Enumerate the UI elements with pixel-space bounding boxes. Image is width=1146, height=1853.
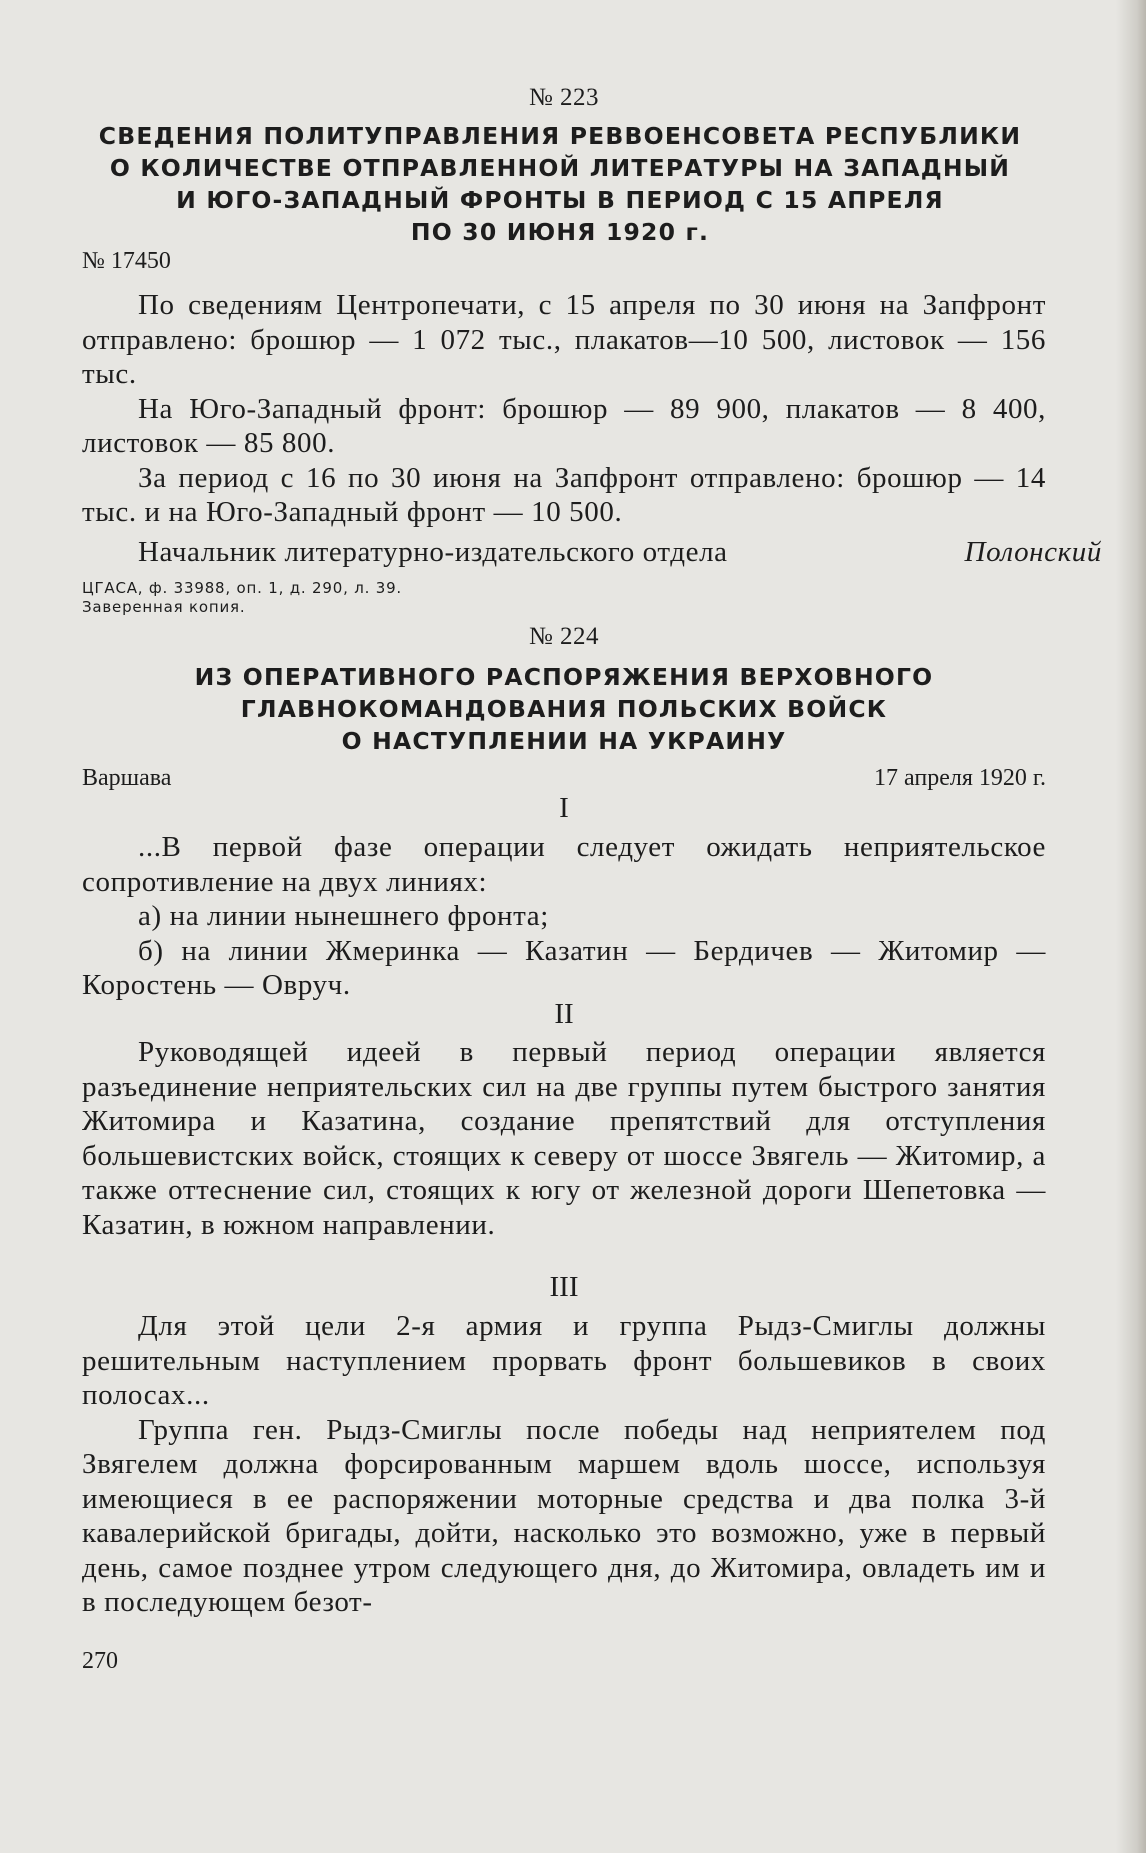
title-line: ПО 30 ИЮНЯ 1920 г. (410, 218, 710, 246)
section-3-body (82, 1309, 1046, 1620)
paragraph: По сведениям Центропечати, с 15 апреля по 30 июня на Запфронт отправлено: брошюр — 1 072 тыс., плакатов—10 500, листовок — 156 тыс. (82, 289, 1046, 390)
title-line: О КОЛИЧЕСТВЕ ОТПРАВЛЕННОЙ ЛИТЕРАТУРЫ НА ЗАПАДНЫЙ (109, 154, 1011, 182)
doc224-place-date (82, 765, 1046, 792)
page-edge-shadow (1116, 0, 1146, 1853)
doc223-archive (82, 579, 1046, 617)
list-item-b: б) на линии Жмеринка — Казатин — Бердичев — Житомир — Коростень — Овруч. (82, 934, 1046, 1001)
doc223-ref: № 17450 (82, 248, 171, 274)
place: Варшава (82, 765, 172, 791)
doc223-body (82, 288, 1046, 530)
section-2-body (82, 1035, 1046, 1242)
paragraph: На Юго-Западный фронт: брошюр — 89 900, плакатов — 8 400, листовок — 85 800. (82, 392, 1046, 459)
paragraph: За период с 16 по 30 июня на Запфронт отправлено: брошюр — 14 тыс. и на Юго-Западный фронт — 10 500. (82, 461, 1046, 528)
doc224-title (82, 661, 1046, 757)
copy-note: Заверенная копия. (82, 598, 246, 616)
doc223-number: № 223 (528, 84, 600, 111)
archive-reference: ЦГАСА, ф. 33988, оп. 1, д. 290, л. 39. (82, 579, 402, 597)
title-line: ГЛАВНОКОМАНДОВАНИЯ ПОЛЬСКИХ ВОЙСК (240, 695, 888, 723)
doc223-signature (82, 535, 1102, 569)
signature-name: Полонский (964, 536, 1102, 568)
date: 17 апреля 1920 г. (874, 765, 1046, 791)
paragraph: Группа ген. Рыдз-Смиглы после победы над неприятелем под Звягелем должна форсированным маршем вдоль шоссе, используя имеющиеся в ее распоряжении моторные средства и два полка 3-й кавалерийской бригады, дойти, насколько это возможно, уже в первый день, самое позднее утром следующего дня, до Житомира, овладеть им и в последующем безот- (82, 1413, 1046, 1618)
section-heading-3: III (549, 1271, 579, 1303)
paragraph: Руководящей идеей в первый период операции является разъединение неприятельских сил на две группы путем быстрого занятия Житомира и Казатина, создание препятствий для отступления большевистских войск, стоящих к северу от шоссе Звягель — Житомир, а также оттеснение сил, стоящих к югу от железной дороги Шепетовка — Казатин, в южном направлении. (82, 1036, 1046, 1241)
title-line: О НАСТУПЛЕНИИ НА УКРАИНУ (341, 727, 787, 755)
list-item-a: а) на линии нынешнего фронта; (138, 900, 549, 932)
signature-role: Начальник литературно-издательского отдела (138, 536, 728, 568)
section-heading-1: I (559, 792, 569, 824)
doc223-title (70, 120, 1050, 248)
paragraph: Для этой цели 2-я армия и группа Рыдз-Смиглы должны решительным наступлением прорвать фронт большевиков в своих полосах... (82, 1310, 1046, 1411)
title-line: И ЮГО-ЗАПАДНЫЙ ФРОНТЫ В ПЕРИОД С 15 АПРЕЛЯ (176, 186, 944, 214)
paragraph: ...В первой фазе операции следует ожидать неприятельское сопротивление на двух линиях: (82, 831, 1046, 898)
title-line: СВЕДЕНИЯ ПОЛИТУПРАВЛЕНИЯ РЕВВОЕНСОВЕТА РЕСПУБЛИКИ (98, 122, 1022, 150)
doc224-number: № 224 (528, 623, 600, 650)
section-heading-2: II (554, 998, 574, 1030)
title-line: ИЗ ОПЕРАТИВНОГО РАСПОРЯЖЕНИЯ ВЕРХОВНОГО (194, 663, 934, 691)
page-number: 270 (82, 1648, 118, 1674)
section-1-body (82, 830, 1046, 1003)
